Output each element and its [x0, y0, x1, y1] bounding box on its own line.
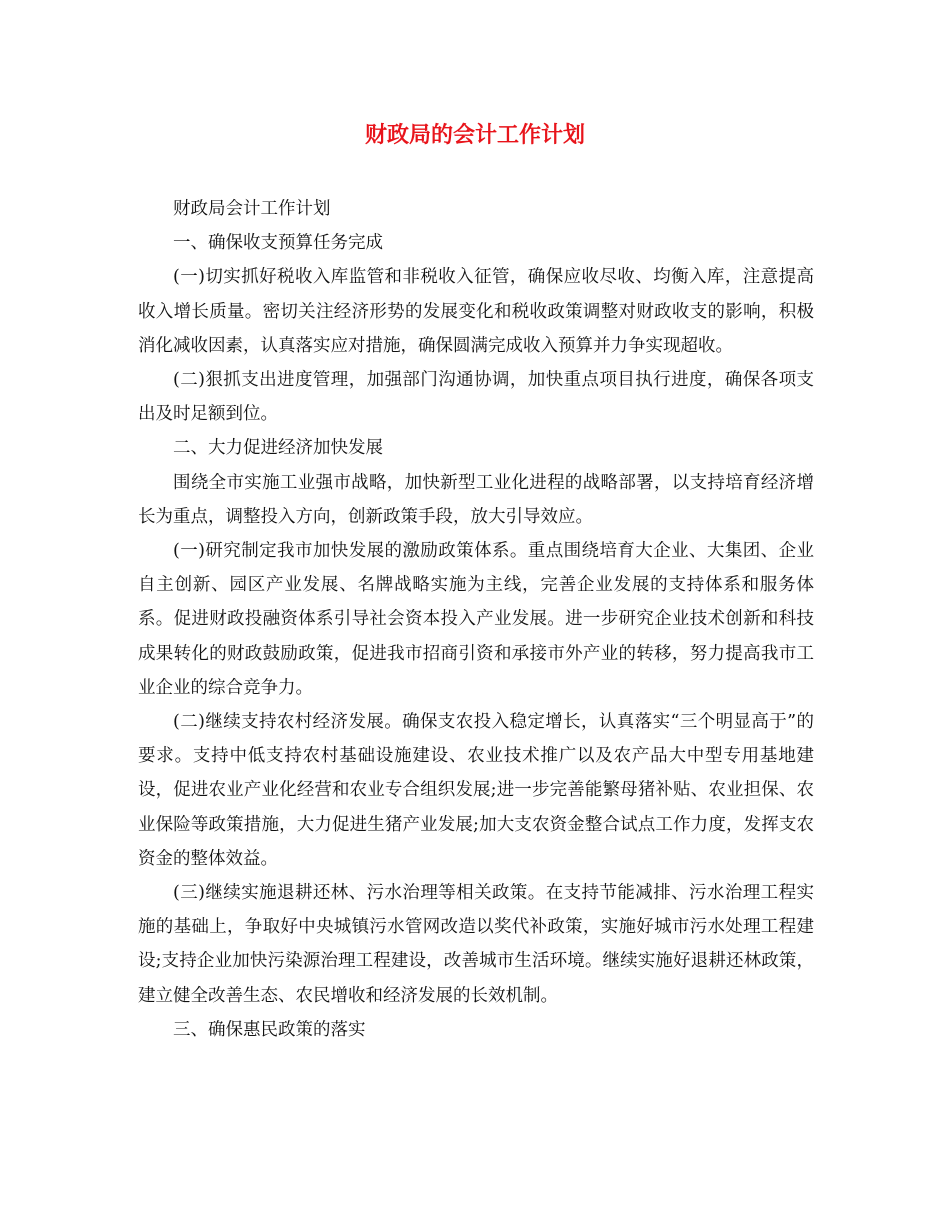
paragraph-2-intro: 围绕全市实施工业强市战略，加快新型工业化进程的战略部署，以支持培育经济增长为重点，调整投入方向，创新政策手段，放大引导效应。: [138, 472, 814, 527]
paragraph-2-1: (一)研究制定我市加快发展的激励政策体系。重点围绕培育大企业、大集团、企业自主创新、园区产业发展、名牌战略实施为主线，完善企业发展的支持体系和服务体系。促进财政投融资体系引导社会资本投入产业发展。进一步研究企业技术创新和科技成果转化的财政鼓励政策，促进我市招商引资和承接市外产业的转移，努力提高我市工业企业的综合竞争力。: [138, 541, 814, 698]
section-heading-2: 二、大力促进经济加快发展: [173, 438, 383, 459]
paragraph-2-3: (三)继续实施退耕还林、污水治理等相关政策。在支持节能减排、污水治理工程实施的基础上，争取好中央城镇污水管网改造以奖代补政策，实施好城市污水处理工程建设;支持企业加快污染源治理工程建设，改善城市生活环境。继续实施好退耕还林政策，建立健全改善生态、农民增收和经济发展的长效机制。: [138, 883, 814, 1006]
section-heading-3: 三、确保惠民政策的落实: [173, 1019, 366, 1040]
section-heading-1: 一、确保收支预算任务完成: [173, 233, 383, 254]
paragraph-1-1: (一)切实抓好税收入库监管和非税收入征管，确保应收尽收、均衡入库，注意提高收入增长质量。密切关注经济形势的发展变化和税收政策调整对财政收支的影响，积极消化减收因素，认真落实应对措施，确保圆满完成收入预算并力争实现超收。: [138, 267, 814, 356]
document-title: 财政局的会计工作计划: [364, 122, 585, 148]
document-body: [138, 192, 814, 1047]
paragraph-subtitle: 财政局会计工作计划: [173, 199, 331, 219]
paragraph-2-2: (二)继续支持农村经济发展。确保支农投入稳定增长，认真落实“三个明显高于”的要求。支持中低支持农村基础设施建设、农业技术推广以及农产品大中型专用基地建设，促进农业产业化经营和农业专合组织发展;进一步完善能繁母猪补贴、农业担保、农业保险等政策措施，大力促进生猪产业发展;加大支农资金整合试点工作力度，发挥支农资金的整体效益。: [138, 712, 814, 869]
paragraph-1-2: (二)狠抓支出进度管理，加强部门沟通协调，加快重点项目执行进度，确保各项支出及时足额到位。: [138, 370, 814, 425]
